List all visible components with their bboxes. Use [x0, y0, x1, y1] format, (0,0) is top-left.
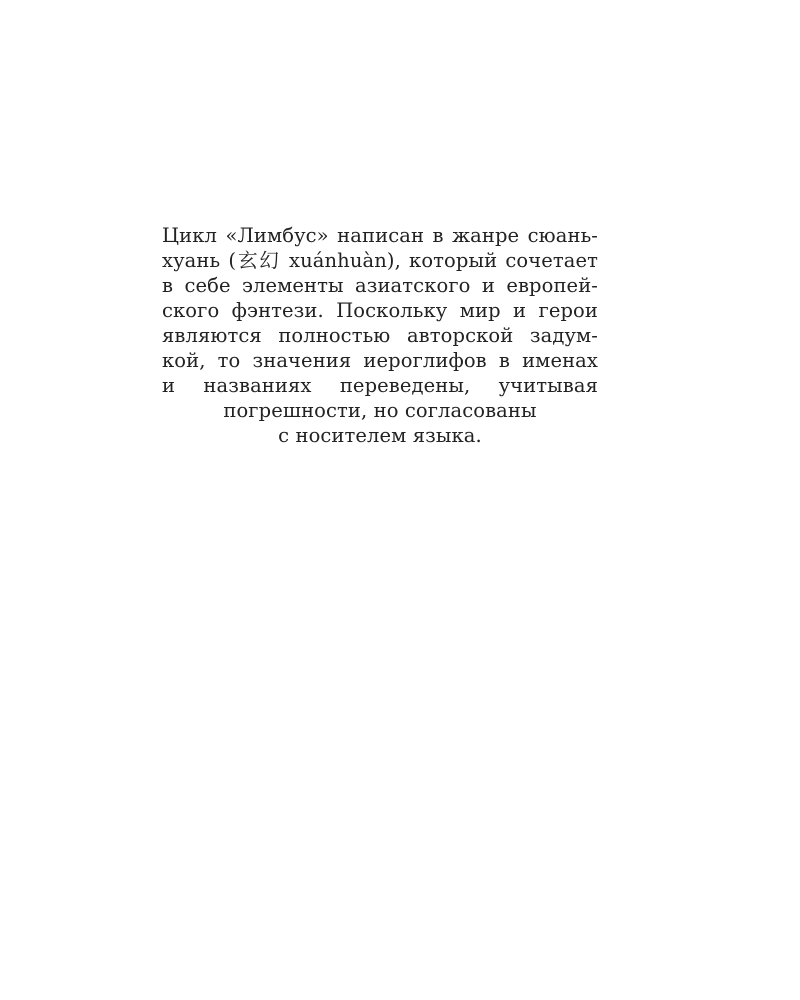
note-line: Цикл «Лимбус» написан в жанре сюань-: [162, 224, 598, 247]
note-line: с носителем языка.: [278, 424, 482, 447]
note-line: кой, то значения иероглифов в именах: [162, 349, 598, 372]
note-line: погрешности, но согласованы: [223, 399, 537, 422]
note-line: в себе элементы азиатского и европей-: [162, 274, 598, 297]
translator-note: [162, 223, 598, 448]
note-line: являются полностью авторской задум-: [162, 324, 598, 347]
note-line: и названиях переведены, учитывая: [162, 374, 598, 397]
note-line: ского фэнтези. Поскольку мир и герои: [162, 299, 598, 322]
note-line: хуань (玄幻 xuánhuàn), который сочетает: [162, 249, 598, 272]
